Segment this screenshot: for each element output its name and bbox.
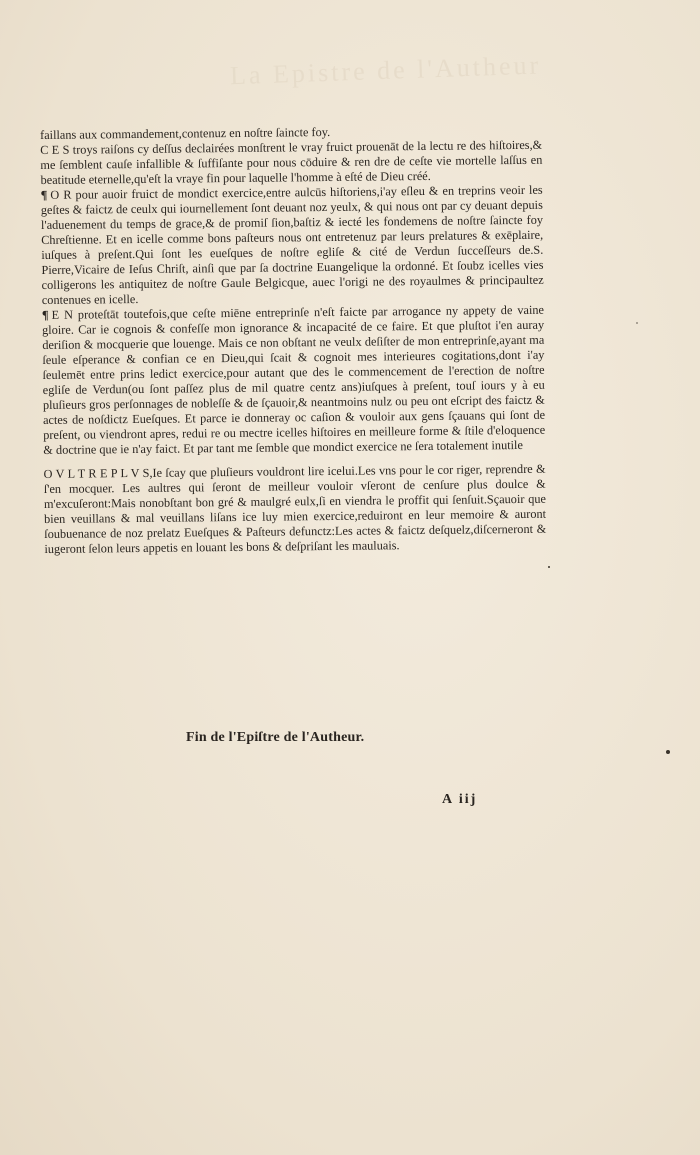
paragraph-5 bbox=[44, 462, 547, 557]
epistle-end-line: Fin de l'Epiſtre de l'Autheur. bbox=[186, 730, 365, 745]
paragraph-3 bbox=[41, 183, 544, 308]
paragraph-2 bbox=[40, 138, 542, 188]
pilcrow-icon: ¶ bbox=[41, 307, 49, 322]
ink-spot bbox=[548, 566, 550, 568]
paragraph-2-text: C E S troys raiſons cy deſſus declairées monſtrent le vray fruict prouenāt de la lectu re des hiſtoires,& me ſemblent cauſe infallible & ſuffiſante pour nous cōduire & ren dre de ceſte vie mortelle laſſus en beatitude eternelle,qu'eſt la vraye fin pour laquelle l'homme à eſté de Dieu créé. bbox=[40, 137, 543, 187]
ink-spot bbox=[636, 322, 638, 324]
bleed-through-heading: La Epistre de l'Autheur bbox=[229, 50, 542, 91]
paragraph-3-text: O R pour auoir fruict de mondict exercice,entre aulcūs hiſtoriens,i'ay eſleu & en treprins veoir les geſtes & faictz de ceulx qui iournellement ſont deuant noz yeulx, & qui nous ont par cy deuant depuis l'aduenement du temps de grace,& de promiſ ſion,baſtiz & iecté les fondemens de noſtre ſaincte foy Chreſtienne. Et en icelle comme bons paſteurs nous ont entretenuz par leurs prelatures & exēplaire, iuſques à preſent.Qui ſont les eueſques de noſtre egliſe & cité de Verdun ſucceſſeurs de.S. Pierre,Vicaire de Ieſus Chriſt, ainſi que par ſa doctrine Euangelique la ordonné. Et ſoubz icelles vies colligerons les antiquitez de noſtre Gaule Belgicque, auec l'origi ne des royaulmes & principaultez contenues en icelle. bbox=[40, 182, 544, 307]
signature-mark: A iij bbox=[442, 792, 478, 807]
ink-spot bbox=[666, 750, 670, 754]
body-text bbox=[40, 123, 546, 557]
paragraph-4 bbox=[42, 303, 546, 458]
pilcrow-icon: ¶ bbox=[40, 187, 48, 202]
paragraph-4-text: E N proteſtāt toutefois,que ceſte miēne entreprinſe n'eſt faicte par arrogance ny appety de vaine gloire. Car ie cognois & confeſſe mon ignorance & incapacité de ce faire. Et que pluſtot i'en auray deriſion & mocquerie que louenge. Mais ce non obſtant ne veulx deſiſter de mon entreprinſe,ayant ma ſeule eſperance & confian ce en Dieu,qui ſcait & cognoit mes interieures cogitations,dont i'ay ſeulemēt entre prins ledict exercice,pour autant que des le commencement de l'erection de noſtre egliſe de Verdun(ou ſont paſſez plus de mil quatre centz ans)iuſques à preſent, touſ iours y à eu pluſieurs gros perſonnages de nobleſſe & de ſçauoir,& neantmoins nulz ou peu ont eſcript des faictz & actes de noſdictz Eueſques. Et parce ie donneray oc caſion & vouloir aux gens ſçauans qui ſont de preſent, ou viendront apres, redui re ou mectre icelles hiſtoires en meilleure forme & ſtile d'eloquence & doctrine que ie n'ay faict. Et par tant me ſemble que mondict exercice ne ſera totalement inutile bbox=[42, 302, 546, 457]
paragraph-5-text: O V L T R E P L V S,Ie ſcay que pluſieurs vouldront lire icelui.Les vns pour le cor riger, reprendre & ſ'en mocquer. Les aultres qui ſeront de meilleur vouloir vſeront de cenſure plus doulce & m'excuſeront:Mais nonobſtant bon gré & maulgré eulx,ſi en viendra le proffit qui ſenſuit.Sçauoir que bien veuillans & mal veuillans liſans ice luy mien exercice,reduiront en leur memoire & auront ſoubuenance de noz prelatz Eueſques & Paſteurs defunctz:Les actes & faictz deſquelz,diſcerneront & iugeront ſelon leurs appetis en louant les bons & deſpriſant les mauluais. bbox=[43, 461, 547, 556]
paragraph-1-text: faillans aux commandement,contenuz en noſtre ſaincte foy. bbox=[40, 124, 331, 142]
